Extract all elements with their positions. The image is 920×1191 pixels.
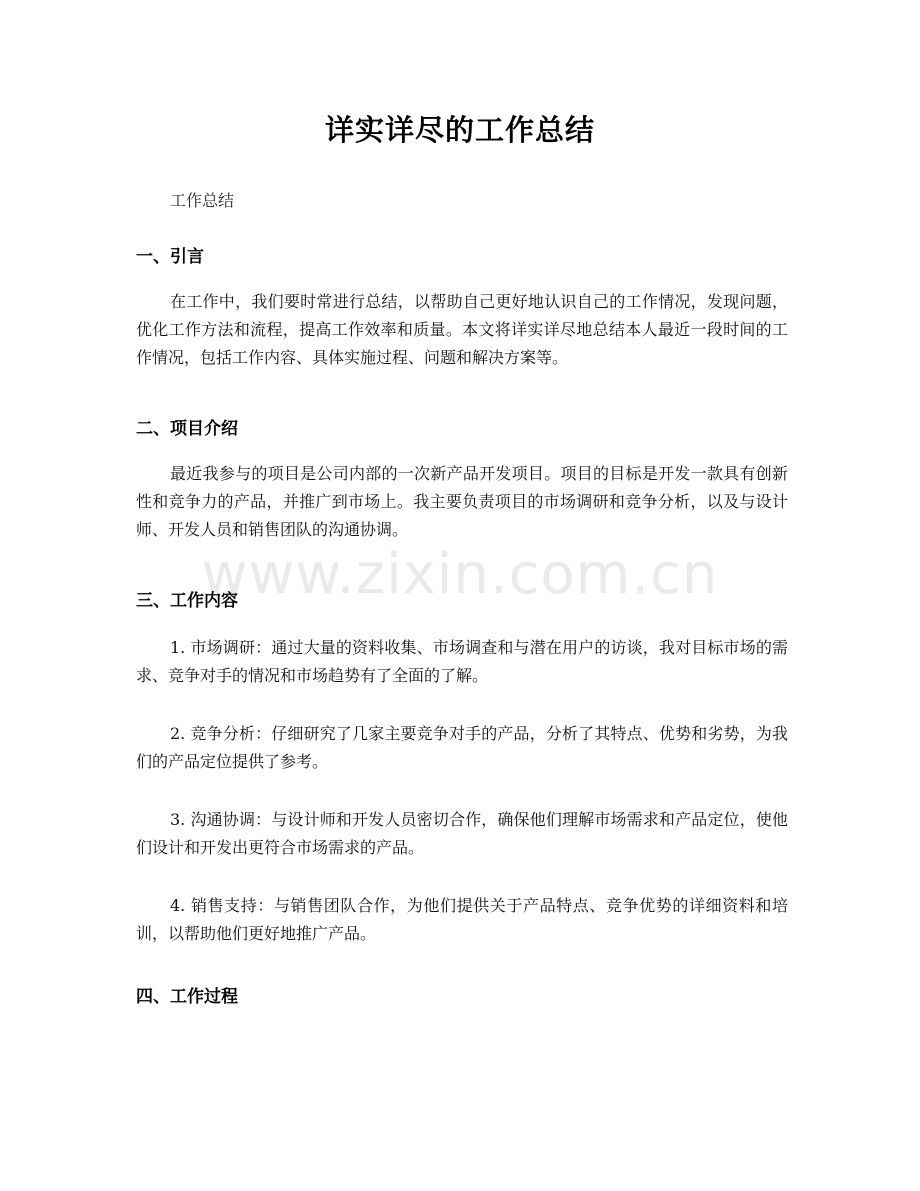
list-item-market-research: 1. 市场调研：通过大量的资料收集、市场调查和与潜在用户的访谈，我对目标市场的需求、竞争对手的情况和市场趋势有了全面的了解。 [136, 638, 788, 685]
watermark: www.zixin.com.cn [201, 542, 719, 607]
section-heading-project: 二、项目介绍 [136, 419, 238, 439]
section-heading-intro: 一、引言 [136, 247, 204, 267]
document-subtitle: 工作总结 [170, 191, 235, 210]
list-item-coordination: 3. 沟通协调：与设计师和开发人员密切合作，确保他们理解市场需求和产品定位，使他们设计和开发出更符合市场需求的产品。 [136, 810, 788, 857]
section-heading-work-process: 四、工作过程 [136, 987, 238, 1007]
list-item-sales-support: 4. 销售支持：与销售团队合作，为他们提供关于产品特点、竞争优势的详细资料和培训，以帮助他们更好地推广产品。 [136, 896, 788, 943]
paragraph-project: 最近我参与的项目是公司内部的一次新产品开发项目。项目的目标是开发一款具有创新性和竞争力的产品，并推广到市场上。我主要负责项目的市场调研和竞争分析，以及与设计师、开发人员和销售团队的沟通协调。 [136, 464, 788, 539]
page-title: 详实详尽的工作总结 [324, 113, 595, 147]
list-item-competition-analysis: 2. 竞争分析：仔细研究了几家主要竞争对手的产品，分析了其特点、优势和劣势，为我们的产品定位提供了参考。 [136, 724, 788, 771]
paragraph-intro: 在工作中，我们要时常进行总结，以帮助自己更好地认识自己的工作情况，发现问题，优化工作方法和流程，提高工作效率和质量。本文将详实详尽地总结本人最近一段时间的工作情况，包括工作内容、具体实施过程、问题和解决方案等。 [136, 292, 788, 367]
section-heading-work-content: 三、工作内容 [136, 591, 238, 611]
